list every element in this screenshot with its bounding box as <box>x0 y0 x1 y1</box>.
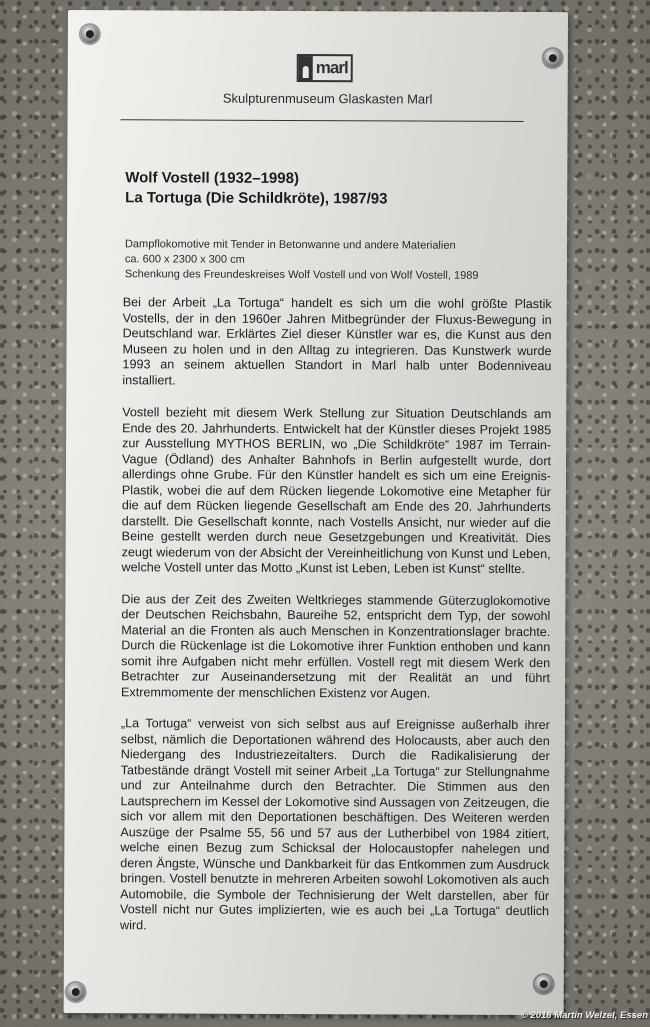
artwork-details <box>125 237 545 284</box>
logo-text: marl <box>315 58 348 78</box>
description <box>120 295 552 952</box>
dimensions: ca. 600 x 2300 x 300 cm <box>124 253 245 266</box>
paragraph: Bei der Arbeit „La Tortuga“ handelt es sich um die wohl größte Plastik Vostells, der in den 1960er Jahren Mitbegründer der Fluxus-Bewegung in Deutschland war. Erklärtes Ziel dieser Künstler war es, die Kunst aus den Museen zu holen und in den Alltag zu integrieren. Das Kunstwerk wurde 1993 an seinem aktuellen Standort in Marl halb unter Bodenniveau installiert. <box>122 295 552 387</box>
work-title: La Tortuga (Die Schildkröte), 1987/93 <box>125 189 388 208</box>
divider <box>121 119 524 122</box>
photo-credit: © 2018 Martin Welzel, Essen <box>520 1010 648 1021</box>
screw-icon <box>544 49 562 67</box>
paragraph: Vostell bezieht mit diesem Werk Stellung zur Situation Deutschlands am Ende des 20. Jahrhunderts. Entwickelt hat der Künstler dieses Projekt 1985 zur Ausstellung MYTHOS BERLIN, wo „Die Schildkröte“ 1987 im Terrain-Vague (Ödland) des Anhalter Bahnhofs in Berlin aufgestellt wurde, dort allerdings ohne Grube. Für den Künstler handelt es sich um eine Ereignis-Plastik, wobei die auf dem Rücken liegende Lokomotive eine Metapher für die auf dem Rücken liegende Gesellschaft am Ende des 20. Jahrhunderts darstellt. Die Gesellschaft konnte, nach Vostells Ansicht, nur wieder auf die Beine gestellt werden durch neue Gesetzgebungen und Kreativität. Dies zeugt wiederum von der Absicht der Vereinheitlichung von Kunst und Leben, welche Vostell unter das Motto „Kunst ist Leben, Leben ist Kunst“ stellte. <box>121 405 552 576</box>
paragraph: Die aus der Zeit des Zweiten Weltkrieges stammende Güterzuglokomotive der Deutschen Reichsbahn, Baureihe 52, entspricht dem Typ, der sowohl Material an die Fronten als auch Menschen in Konzentrationslager brachte. Durch die Rückenlage ist die Lokomotive ihrer Funktion enthoben und kann somit ihre Aufgaben nicht mehr erfüllen. Vostell regt mit diesem Werk den Betrachter zur Auseinandersetzung mit der Realität an und führt Extremmomente der menschlichen Existenz vor Augen. <box>120 591 551 701</box>
figure-icon <box>299 56 313 80</box>
provenance: Schenkung des Freundeskreises Wolf Vostell und von Wolf Vostell, 1989 <box>124 268 479 282</box>
artist-name: Wolf Vostell (1932–1998) <box>125 169 299 188</box>
screw-icon <box>81 25 99 43</box>
title-block <box>125 168 545 210</box>
museum-logo <box>297 54 353 82</box>
museum-name: Skulpturenmuseum Glaskasten Marl <box>222 90 433 107</box>
screw-icon <box>535 975 553 993</box>
information-plate <box>64 10 568 1015</box>
paragraph: „La Tortuga“ verweist von sich selbst aus auf Ereignisse außerhalb ihrer selbst, nämlich die Deportationen während des Holocausts, aber auch den Niedergang des Industriezeitalters. Durch die Radikalisierung der Tatbestände drängt Vostell mit seiner Arbeit „La Tortuga“ zur Stellungnahme und zur Anteilnahme durch den Betrachter. Die Stimmen aus den Lautsprechern im Kessel der Lokomotive sind Aussagen von Zeitzeugen, die sich vor allem mit den Deportationen beschäftigen. Des Weiteren werden Auszüge der Psalme 55, 56 und 57 aus der Lutherbibel von 1984 zitiert, welche einen Bezug zum Schicksal der Holocaustopfer nahelegen und deren Ängste, Wünsche und Dankbarkeit für das Entkommen zum Ausdruck bringen. Vostell benutzte in mehreren Arbeiten sowohl Lokomotiven als auch Automobile, die Symbole der Technisierung der Welt darstellen, aber für Vostell nicht nur Gutes implizierten, wie es auch bei „La Tortuga“ deutlich wird. <box>119 716 550 932</box>
screw-icon <box>67 983 85 1001</box>
materials: Dampflokomotive mit Tender in Betonwanne und andere Materialien <box>124 238 456 252</box>
